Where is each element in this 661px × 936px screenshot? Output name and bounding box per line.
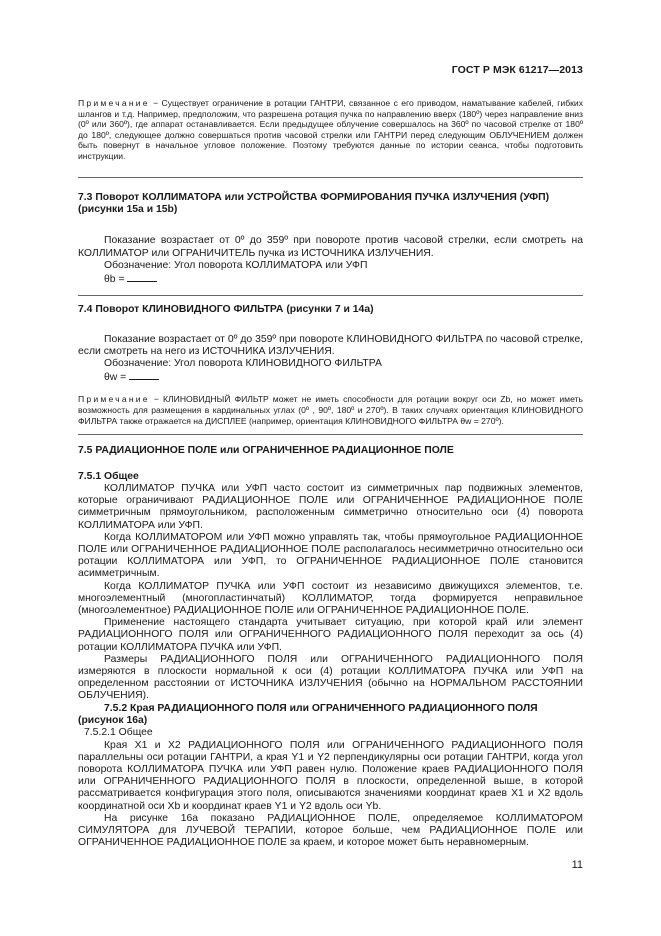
theta-w-label: θw = — [104, 372, 130, 384]
page-number: 11 — [571, 859, 583, 871]
section-7-3-symbol — [78, 272, 583, 286]
section-7-3-text: Показание возрастает от 0º до 359º при повороте против часовой стрелки, если смотреть на КОЛЛИМАТОР или ОГРАНИЧИТЕЛЬ пучка из ИСТОЧНИКА ИЗЛУЧЕНИЯ. — [78, 235, 583, 259]
theta-w-blank — [129, 370, 159, 380]
section-7-5-1-para-5: Размеры РАДИАЦИОННОГО ПОЛЯ или ОГРАНИЧЕННОГО РАДИАЦИОННОГО ПОЛЯ измеряются в плоскости нормальной к оси (4) ротации КОЛЛИМАТОРА ПУЧКА или УФП на определенном расстоянии от ИСТОЧНИКА ИЗЛУЧЕНИЯ (обычно на НОРМАЛЬНОМ РАССТОЯНИИ ОБЛУЧЕНИЯ). — [78, 653, 583, 702]
note-2-text: − КЛИНОВИДНЫЙ ФИЛЬТР может не иметь способности для ротации вокруг оси Zb, но может иметь возможность для размещения в кардинальных углах (0º , 90º, 180º и 270º). В таких случаях ориентация КЛИНОВИДНОГО ФИЛЬТРА также отражается на ДИСПЛЕЕ (например, ориентация КЛИНОВИДНОГО ФИЛЬТРА θw = 270º). — [78, 394, 583, 426]
section-7-5-1-para-3: Когда КОЛЛИМАТОР ПУЧКА или УФП состоит из независимо движущихся элементов, т.е. многоэлементный (многопластинчатый) КОЛЛИМАТОР, тогда формируется неправильное (многоэлементное) РАДИАЦИОННОЕ ПОЛЕ или ОГРАНИЧЕННОЕ РАДИАЦИОННОЕ ПОЛЕ. — [78, 580, 583, 617]
section-7-5-1-para-1: КОЛЛИМАТОР ПУЧКА или УФП часто состоит из симметричных пар подвижных элементов, которые ограничивают РАДИАЦИОННОЕ ПОЛЕ или ОГРАНИЧЕННОЕ РАДИАЦИОННОЕ ПОЛЕ симметричным прямоугольником, расположенным симметрично относительно оси (4) поворота КОЛЛИМАТОРА или УФП. — [78, 483, 583, 531]
section-7-4-text: Показание возрастает от 0º до 359º при повороте КЛИНОВИДНОГО ФИЛЬТРА по часовой стрелке, если смотреть на него из ИСТОЧНИКА ИЗЛУЧЕНИЯ. — [78, 333, 583, 357]
section-7-5-1-heading: 7.5.1 Общее — [78, 470, 139, 482]
section-7-5-2-1-heading: 7.5.2.1 Общее — [84, 727, 153, 739]
standard-header: ГОСТ Р МЭК 61217—2013 — [451, 64, 583, 76]
section-7-4-symbol — [78, 370, 583, 384]
note-1 — [78, 98, 583, 162]
section-7-5-2-para-2: На рисунке 16а показано РАДИАЦИОННОЕ ПОЛЕ, определяемое КОЛЛИМАТОРОМ СИМУЛЯТОРА для ЛУЧЕВОЙ ТЕРАПИИ, которое больше, чем РАДИАЦИОННОЕ ПОЛЕ или ОГРАНИЧЕННОЕ РАДИАЦИОННОЕ ПОЛЕ за краем, и которое может быть неравномерным. — [78, 812, 583, 849]
section-7-3-designation: Обозначение: Угол поворота КОЛЛИМАТОРА или УФП — [104, 259, 368, 271]
section-7-5-2-heading: 7.5.2 Края РАДИАЦИОННОГО ПОЛЯ или ОГРАНИЧЕННОГО РАДИАЦИОННОГО ПОЛЯ (рисунок 16а) — [78, 702, 538, 727]
section-7-4-designation: Обозначение: Угол поворота КЛИНОВИДНОГО ФИЛЬТРА — [104, 358, 382, 369]
theta-b-blank — [127, 272, 157, 282]
theta-b-label: θb = — [104, 273, 128, 285]
section-7-3-heading: 7.3 Поворот КОЛЛИМАТОРА или УСТРОЙСТВА ФОРМИРОВАНИЯ ПУЧКА ИЗЛУЧЕНИЯ (УФП) (рисунки 15а и 15b) — [78, 191, 550, 215]
section-7-5-1-para-4: Применение настоящего стандарта учитывает ситуацию, при которой край или элемент РАДИАЦИОННОГО ПОЛЯ или ОГРАНИЧЕННОГО РАДИАЦИОННОГО ПОЛЯ переходит за ось (4) ротации КОЛЛИМАТОРА ПУЧКА или УФП. — [78, 617, 583, 653]
section-7-5-1-para-2: Когда КОЛЛИМАТОРОМ или УФП можно управлять так, чтобы прямоугольное РАДИАЦИОННОЕ ПОЛЕ или ОГРАНИЧЕННОЕ РАДИАЦИОННОЕ ПОЛЕ располагалось несимметрично относительно оси ротации КОЛЛИМАТОРА или УФП, то ОГРАНИЧЕННОЕ РАДИАЦИОННОЕ ПОЛЕ становится асимметричным. — [78, 531, 583, 580]
page-content — [78, 98, 583, 850]
note-1-lead: Примечание — [78, 98, 150, 108]
section-7-5-2-para-1: Края X1 и X2 РАДИАЦИОННОГО ПОЛЯ или ОГРАНИЧЕННОГО РАДИАЦИОННОГО ПОЛЯ параллельны оси ротации ГАНТРИ, а края Y1 и Y2 перпендикулярны оси ротации ГАНТРИ, когда угол поворота КОЛЛИМАТОРА ПУЧКА или УФП равен нулю. Положение краев РАДИАЦИОННОГО ПОЛЯ или ОГРАНИЧЕННОГО РАДИАЦИОННОГО ПОЛЯ в плоскости, определенной выше, в которой рассматривается конфигурация этого поля, описываются значениями координат краев X1 и X2 вдоль координатной оси Xb и координат краев Y1 и Y2 вдоль оси Yb. — [78, 739, 583, 812]
section-7-4-heading: 7.4 Поворот КЛИНОВИДНОГО ФИЛЬТРА (рисунки 7 и 14а) — [78, 304, 374, 316]
note-2-lead: Примечание — [78, 394, 150, 405]
section-7-5-heading: 7.5 РАДИАЦИОННОЕ ПОЛЕ или ОГРАНИЧЕННОЕ РАДИАЦИОННОЕ ПОЛЕ — [78, 445, 454, 457]
note-1-text: − Существует ограничение в ротации ГАНТРИ, связанное с его приводом, наматывание кабелей, гибких шлангов и т.д. Например, предположим, что разрешена ротация пучка по направлению вверх (180º) через направление вниз (0º или 360º), где аппарат останавливается. Если предыдущее облучение совершалось на 360º по часовой стрелке от 180º до 180º, следующее должно совершаться против часовой стрелки или ГАНТРИ перед следующим ОБЛУЧЕНИЕМ должен быть повернут в начальное угловое положение. Поэтому требуются данные по истории сеанса, чтобы подготовить инструкции. — [78, 98, 583, 161]
note-2 — [78, 394, 583, 426]
